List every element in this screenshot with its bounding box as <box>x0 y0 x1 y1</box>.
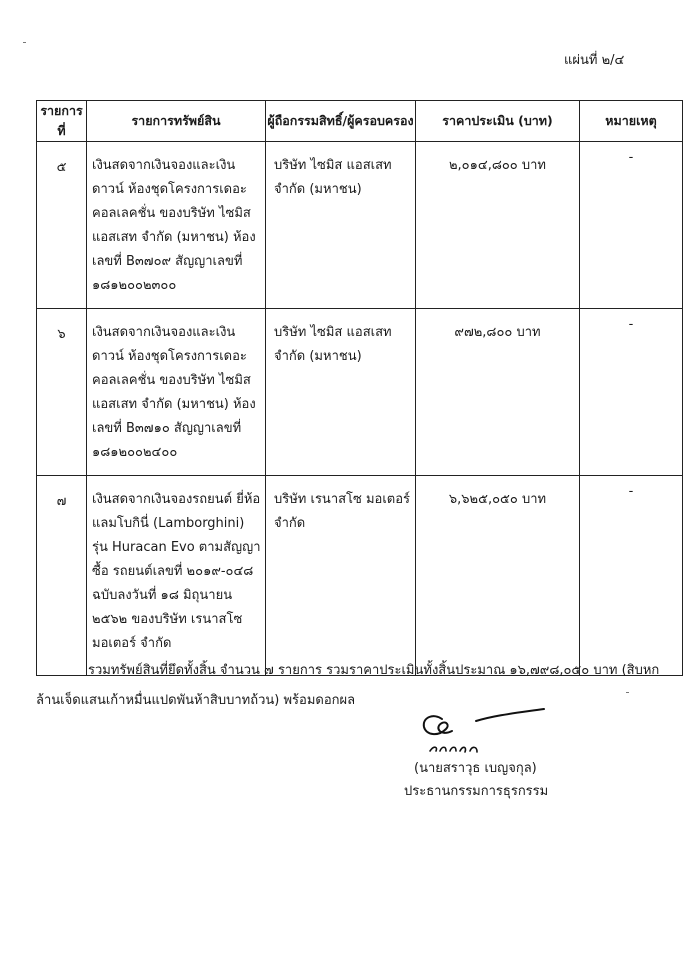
header-note: หมายเหตุ <box>580 101 683 142</box>
row-description: เงินสดจากเงินจองและเงินดาวน์ ห้องชุดโครงการเดอะ คอลเลคชั่น ของบริษัท ไซมิส แอสเสท จำกัด (มหาชน) ห้องเลขที่ B๓๗๐๙ สัญญาเลขที่ ๑๘๑๒๐๐๒๓๐๐ <box>87 142 266 309</box>
table-header-row <box>37 101 683 142</box>
signatory-position: ประธานกรรมการธุรกรรม <box>404 784 549 799</box>
row-description: เงินสดจากเงินจองและเงินดาวน์ ห้องชุดโครงการเดอะ คอลเลคชั่น ของบริษัท ไซมิส แอสเสท จำกัด (มหาชน) ห้องเลขที่ B๓๗๑๐ สัญญาเลขที่ ๑๘๑๒๐๐๒๔๐๐ <box>87 309 266 476</box>
row-price: ๙๗๒,๘๐๐ บาท <box>416 309 580 476</box>
row-no: ๗ <box>37 476 87 676</box>
row-note: - <box>580 142 683 309</box>
header-no: รายการที่ <box>37 101 87 142</box>
row-no: ๕ <box>37 142 87 309</box>
table-row <box>37 309 683 476</box>
row-owner: บริษัท ไซมิส แอสเสท จำกัด (มหาชน) <box>266 142 416 309</box>
scan-speck <box>23 42 26 43</box>
row-owner: บริษัท ไซมิส แอสเสท จำกัด (มหาชน) <box>266 309 416 476</box>
asset-table <box>36 100 683 676</box>
table-row <box>37 476 683 676</box>
row-price: ๖,๖๒๕,๐๕๐ บาท <box>416 476 580 676</box>
table-row <box>37 142 683 309</box>
header-description: รายการทรัพย์สิน <box>87 101 266 142</box>
row-price: ๒,๐๑๔,๘๐๐ บาท <box>416 142 580 309</box>
header-owner: ผู้ถือกรรมสิทธิ์/ผู้ครอบครอง <box>266 101 416 142</box>
row-owner: บริษัท เรนาสโซ มอเตอร์ จำกัด <box>266 476 416 676</box>
row-note: - <box>580 309 683 476</box>
row-no: ๖ <box>37 309 87 476</box>
row-note: - <box>580 476 683 676</box>
row-description: เงินสดจากเงินจองรถยนต์ ยี่ห้อ แลมโบกินี่ (Lamborghini) รุ่น Huracan Evo ตามสัญญาซื้อ รถยนต์เลขที่ ๒๐๑๙-๐๔๘ ฉบับลงวันที่ ๑๘ มิถุนายน ๒๕๖๒ ของบริษัท เรนาสโซ มอเตอร์ จำกัด <box>87 476 266 676</box>
summary-paragraph: รวมทรัพย์สินที่ยึดทั้งสิ้น จำนวน ๗ รายการ รวมราคาประเมินทั้งสิ้นประมาณ ๑๖,๗๙๘,๐๕๐ บาท (สิบหกล้านเจ็ดแสนเก้าหมื่นแปดพันห้าสิบบาทถ้วน) พร้อมดอกผล <box>36 663 660 708</box>
signatory-name: (นายสราวุธ เบญจกุล) <box>414 761 537 776</box>
header-price: ราคาประเมิน (บาท) <box>416 101 580 142</box>
sheet-number: แผ่นที่ ๒/๔ <box>564 53 625 68</box>
signature-image <box>412 703 552 759</box>
